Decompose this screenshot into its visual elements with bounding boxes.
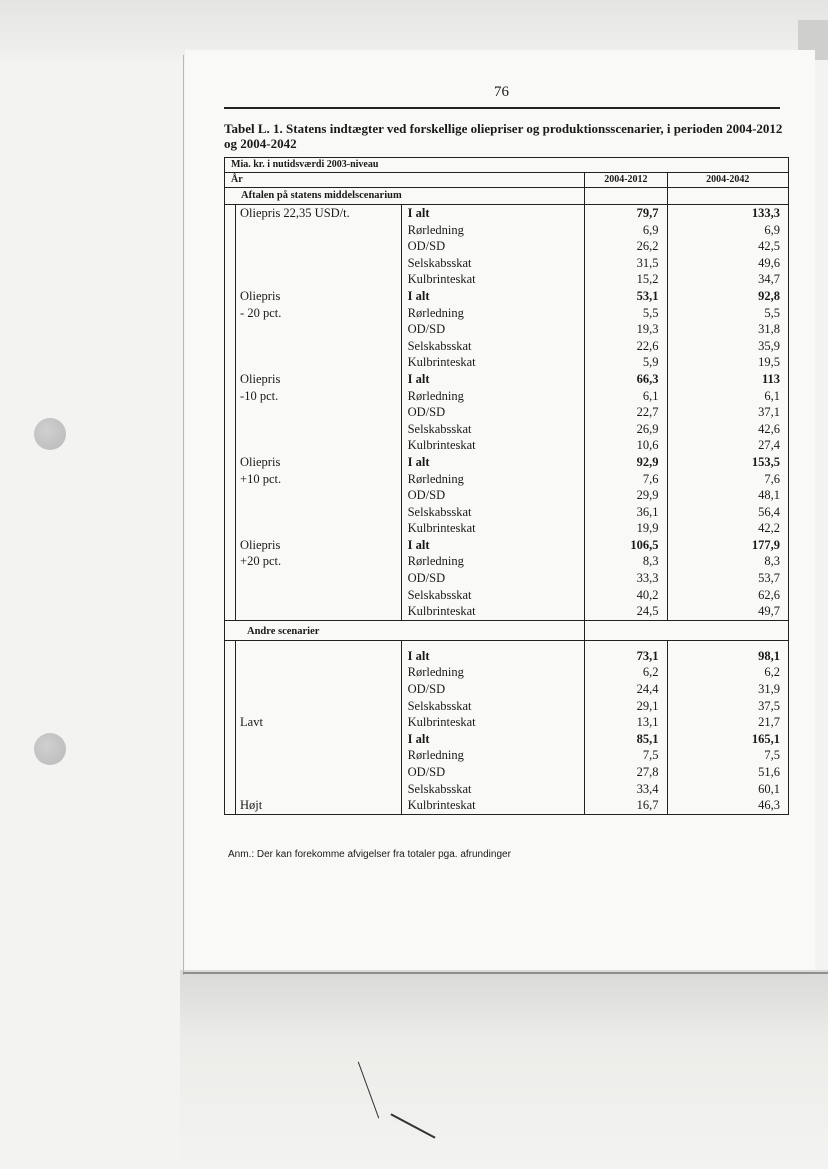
col-header-2004-2042: 2004-2042 bbox=[667, 173, 788, 188]
unit-label: Mia. kr. i nutidsværdi 2003-niveau bbox=[225, 158, 789, 173]
value-2004-2012: 19,3 bbox=[585, 321, 667, 338]
punch-hole-top bbox=[34, 418, 66, 450]
item-label: I alt bbox=[401, 205, 585, 222]
scenario-label bbox=[236, 354, 402, 371]
scenario-label bbox=[236, 437, 402, 454]
revenue-table bbox=[224, 157, 789, 815]
item-label: OD/SD bbox=[401, 681, 585, 698]
row-pad bbox=[225, 454, 236, 471]
row-pad bbox=[225, 238, 236, 255]
table-row bbox=[225, 321, 789, 338]
row-pad bbox=[225, 338, 236, 355]
value-2004-2012: 85,1 bbox=[585, 731, 667, 748]
item-label: Kulbrinteskat bbox=[401, 354, 585, 371]
item-label: Rørledning bbox=[401, 222, 585, 239]
table-row bbox=[225, 271, 789, 288]
scenario-label: Oliepris 22,35 USD/t. bbox=[236, 205, 402, 222]
scenario-label: +20 pct. bbox=[236, 553, 402, 570]
scenario-label bbox=[236, 648, 402, 665]
value-2004-2042: 35,9 bbox=[667, 338, 788, 355]
value-2004-2012: 66,3 bbox=[585, 371, 667, 388]
item-label: I alt bbox=[401, 537, 585, 554]
row-pad bbox=[225, 747, 236, 764]
value-2004-2012: 36,1 bbox=[585, 504, 667, 521]
row-pad bbox=[225, 698, 236, 715]
row-pad bbox=[225, 731, 236, 748]
value-2004-2042: 42,2 bbox=[667, 520, 788, 537]
row-pad bbox=[225, 371, 236, 388]
value-2004-2042: 31,8 bbox=[667, 321, 788, 338]
section-blank bbox=[667, 620, 788, 640]
table-row bbox=[225, 587, 789, 604]
scenario-label bbox=[236, 731, 402, 748]
table-row bbox=[225, 404, 789, 421]
item-label: Rørledning bbox=[401, 553, 585, 570]
table-row bbox=[225, 354, 789, 371]
table-row bbox=[225, 553, 789, 570]
value-2004-2012: 29,9 bbox=[585, 487, 667, 504]
page-edge-left bbox=[183, 55, 184, 975]
row-pad bbox=[225, 404, 236, 421]
value-2004-2042: 60,1 bbox=[667, 781, 788, 798]
value-2004-2042: 56,4 bbox=[667, 504, 788, 521]
table-row bbox=[225, 222, 789, 239]
value-2004-2012: 5,9 bbox=[585, 354, 667, 371]
row-pad bbox=[225, 504, 236, 521]
scenario-label bbox=[236, 504, 402, 521]
row-pad bbox=[225, 354, 236, 371]
section-title: Andre scenarier bbox=[225, 620, 585, 640]
scenario-label: +10 pct. bbox=[236, 471, 402, 488]
scenario-label bbox=[236, 747, 402, 764]
scenario-label: Oliepris bbox=[236, 537, 402, 554]
table-row bbox=[225, 504, 789, 521]
table-row bbox=[225, 421, 789, 438]
row-pad bbox=[225, 421, 236, 438]
value-2004-2042: 27,4 bbox=[667, 437, 788, 454]
value-2004-2042: 5,5 bbox=[667, 305, 788, 322]
table-row bbox=[225, 537, 789, 554]
value-2004-2042: 49,6 bbox=[667, 255, 788, 272]
year-header: År bbox=[225, 173, 585, 188]
scenario-label bbox=[236, 255, 402, 272]
row-pad bbox=[225, 305, 236, 322]
value-2004-2012: 7,6 bbox=[585, 471, 667, 488]
table-row bbox=[225, 487, 789, 504]
scenario-label bbox=[236, 222, 402, 239]
table-row bbox=[225, 205, 789, 222]
row-pad bbox=[225, 205, 236, 222]
table-row bbox=[225, 305, 789, 322]
value-2004-2012: 19,9 bbox=[585, 520, 667, 537]
scenario-label bbox=[236, 781, 402, 798]
row-pad bbox=[225, 288, 236, 305]
scenario-label bbox=[236, 421, 402, 438]
scenario-label: -10 pct. bbox=[236, 388, 402, 405]
value-2004-2012: 22,6 bbox=[585, 338, 667, 355]
scenario-label bbox=[236, 338, 402, 355]
scenario-label: Oliepris bbox=[236, 371, 402, 388]
row-pad bbox=[225, 714, 236, 731]
value-2004-2012: 92,9 bbox=[585, 454, 667, 471]
value-2004-2042: 48,1 bbox=[667, 487, 788, 504]
scenario-label bbox=[236, 271, 402, 288]
row-pad bbox=[225, 321, 236, 338]
value-2004-2012: 33,3 bbox=[585, 570, 667, 587]
scenario-label: Højt bbox=[236, 797, 402, 814]
value-2004-2042: 6,2 bbox=[667, 664, 788, 681]
value-2004-2042: 34,7 bbox=[667, 271, 788, 288]
value-2004-2012: 7,5 bbox=[585, 747, 667, 764]
row-pad bbox=[225, 271, 236, 288]
table-row bbox=[225, 681, 789, 698]
row-pad bbox=[225, 781, 236, 798]
scenario-label: Oliepris bbox=[236, 288, 402, 305]
col-header-2004-2012: 2004-2012 bbox=[585, 173, 667, 188]
row-pad bbox=[225, 487, 236, 504]
item-label: Kulbrinteskat bbox=[401, 520, 585, 537]
scenario-label bbox=[236, 487, 402, 504]
value-2004-2012: 6,2 bbox=[585, 664, 667, 681]
footnote: Anm.: Der kan forekomme afvigelser fra totaler pga. afrundinger bbox=[228, 849, 511, 860]
value-2004-2012: 6,9 bbox=[585, 222, 667, 239]
table-row bbox=[225, 648, 789, 665]
item-label: Kulbrinteskat bbox=[401, 603, 585, 620]
value-2004-2012: 79,7 bbox=[585, 205, 667, 222]
row-pad bbox=[225, 255, 236, 272]
page-edge-bottom bbox=[183, 972, 828, 974]
item-label: Rørledning bbox=[401, 305, 585, 322]
value-2004-2042: 49,7 bbox=[667, 603, 788, 620]
row-pad bbox=[225, 587, 236, 604]
table-row bbox=[225, 338, 789, 355]
value-2004-2042: 46,3 bbox=[667, 797, 788, 814]
table-row bbox=[225, 454, 789, 471]
value-2004-2042: 42,5 bbox=[667, 238, 788, 255]
row-pad bbox=[236, 640, 402, 648]
row-pad bbox=[225, 681, 236, 698]
value-2004-2012: 16,7 bbox=[585, 797, 667, 814]
item-label: Rørledning bbox=[401, 388, 585, 405]
table-row bbox=[225, 471, 789, 488]
page-number: 76 bbox=[494, 84, 509, 100]
row-pad bbox=[585, 640, 667, 648]
value-2004-2012: 40,2 bbox=[585, 587, 667, 604]
value-2004-2042: 165,1 bbox=[667, 731, 788, 748]
scenario-label bbox=[236, 698, 402, 715]
row-pad bbox=[225, 471, 236, 488]
value-2004-2042: 113 bbox=[667, 371, 788, 388]
value-2004-2012: 5,5 bbox=[585, 305, 667, 322]
value-2004-2042: 19,5 bbox=[667, 354, 788, 371]
value-2004-2012: 22,7 bbox=[585, 404, 667, 421]
value-2004-2042: 8,3 bbox=[667, 553, 788, 570]
value-2004-2012: 6,1 bbox=[585, 388, 667, 405]
item-label: Kulbrinteskat bbox=[401, 797, 585, 814]
table-row bbox=[225, 731, 789, 748]
table-row bbox=[225, 603, 789, 620]
value-2004-2012: 73,1 bbox=[585, 648, 667, 665]
value-2004-2012: 31,5 bbox=[585, 255, 667, 272]
item-label: I alt bbox=[401, 648, 585, 665]
item-label: Rørledning bbox=[401, 747, 585, 764]
item-label: OD/SD bbox=[401, 238, 585, 255]
row-pad bbox=[225, 797, 236, 814]
row-pad bbox=[401, 640, 585, 648]
value-2004-2042: 21,7 bbox=[667, 714, 788, 731]
scenario-label bbox=[236, 238, 402, 255]
item-label: Kulbrinteskat bbox=[401, 437, 585, 454]
value-2004-2012: 15,2 bbox=[585, 271, 667, 288]
value-2004-2012: 24,5 bbox=[585, 603, 667, 620]
table-row bbox=[225, 238, 789, 255]
item-label: OD/SD bbox=[401, 764, 585, 781]
item-label: Rørledning bbox=[401, 664, 585, 681]
value-2004-2012: 53,1 bbox=[585, 288, 667, 305]
item-label: I alt bbox=[401, 731, 585, 748]
value-2004-2042: 37,1 bbox=[667, 404, 788, 421]
item-label: OD/SD bbox=[401, 570, 585, 587]
scenario-label bbox=[236, 570, 402, 587]
value-2004-2042: 53,7 bbox=[667, 570, 788, 587]
section-blank bbox=[585, 620, 667, 640]
row-pad bbox=[225, 664, 236, 681]
scan-shadow-bottom bbox=[180, 970, 828, 1169]
table-row bbox=[225, 371, 789, 388]
value-2004-2012: 24,4 bbox=[585, 681, 667, 698]
row-pad bbox=[667, 640, 788, 648]
item-label: Selskabsskat bbox=[401, 504, 585, 521]
item-label: I alt bbox=[401, 454, 585, 471]
row-pad bbox=[225, 648, 236, 665]
scenario-label bbox=[236, 321, 402, 338]
item-label: OD/SD bbox=[401, 404, 585, 421]
value-2004-2012: 8,3 bbox=[585, 553, 667, 570]
row-pad bbox=[225, 520, 236, 537]
scenario-label bbox=[236, 664, 402, 681]
table-row bbox=[225, 664, 789, 681]
value-2004-2042: 133,3 bbox=[667, 205, 788, 222]
scenario-label: Oliepris bbox=[236, 454, 402, 471]
scenario-label bbox=[236, 404, 402, 421]
table-row bbox=[225, 714, 789, 731]
section-title: Aftalen på statens middelscenarium bbox=[225, 188, 585, 205]
item-label: Kulbrinteskat bbox=[401, 271, 585, 288]
value-2004-2012: 29,1 bbox=[585, 698, 667, 715]
item-label: Selskabsskat bbox=[401, 255, 585, 272]
row-pad bbox=[225, 764, 236, 781]
value-2004-2042: 92,8 bbox=[667, 288, 788, 305]
row-pad bbox=[225, 537, 236, 554]
value-2004-2042: 153,5 bbox=[667, 454, 788, 471]
value-2004-2042: 62,6 bbox=[667, 587, 788, 604]
scenario-label bbox=[236, 603, 402, 620]
item-label: OD/SD bbox=[401, 487, 585, 504]
table-row bbox=[225, 570, 789, 587]
row-pad bbox=[225, 570, 236, 587]
value-2004-2012: 26,9 bbox=[585, 421, 667, 438]
value-2004-2012: 10,6 bbox=[585, 437, 667, 454]
value-2004-2012: 33,4 bbox=[585, 781, 667, 798]
table-row bbox=[225, 698, 789, 715]
value-2004-2012: 26,2 bbox=[585, 238, 667, 255]
row-pad bbox=[225, 553, 236, 570]
table-title: Tabel L. 1. Statens indtægter ved forskellige oliepriser og produktionsscenarier, i perioden 2004-2012 og 2004-2042 bbox=[224, 121, 783, 151]
item-label: Selskabsskat bbox=[401, 421, 585, 438]
value-2004-2012: 13,1 bbox=[585, 714, 667, 731]
value-2004-2042: 51,6 bbox=[667, 764, 788, 781]
item-label: Kulbrinteskat bbox=[401, 714, 585, 731]
value-2004-2042: 7,6 bbox=[667, 471, 788, 488]
table-row bbox=[225, 288, 789, 305]
row-pad bbox=[225, 388, 236, 405]
table-row bbox=[225, 437, 789, 454]
value-2004-2012: 27,8 bbox=[585, 764, 667, 781]
scenario-label bbox=[236, 520, 402, 537]
item-label: I alt bbox=[401, 371, 585, 388]
table-row bbox=[225, 255, 789, 272]
table-row bbox=[225, 747, 789, 764]
table-row bbox=[225, 781, 789, 798]
header-rule bbox=[224, 107, 780, 109]
value-2004-2042: 6,1 bbox=[667, 388, 788, 405]
row-pad bbox=[225, 222, 236, 239]
value-2004-2042: 7,5 bbox=[667, 747, 788, 764]
scenario-label: Lavt bbox=[236, 714, 402, 731]
item-label: OD/SD bbox=[401, 321, 585, 338]
value-2004-2042: 42,6 bbox=[667, 421, 788, 438]
row-pad bbox=[225, 437, 236, 454]
value-2004-2042: 177,9 bbox=[667, 537, 788, 554]
punch-hole-bottom bbox=[34, 733, 66, 765]
item-label: Rørledning bbox=[401, 471, 585, 488]
table-row bbox=[225, 388, 789, 405]
value-2004-2042: 98,1 bbox=[667, 648, 788, 665]
item-label: Selskabsskat bbox=[401, 781, 585, 798]
scenario-label bbox=[236, 587, 402, 604]
item-label: Selskabsskat bbox=[401, 698, 585, 715]
value-2004-2042: 6,9 bbox=[667, 222, 788, 239]
scenario-label bbox=[236, 764, 402, 781]
value-2004-2042: 37,5 bbox=[667, 698, 788, 715]
item-label: I alt bbox=[401, 288, 585, 305]
item-label: Selskabsskat bbox=[401, 587, 585, 604]
item-label: Selskabsskat bbox=[401, 338, 585, 355]
row-pad bbox=[225, 640, 236, 648]
scenario-label bbox=[236, 681, 402, 698]
table-row bbox=[225, 764, 789, 781]
row-pad bbox=[225, 603, 236, 620]
scenario-label: - 20 pct. bbox=[236, 305, 402, 322]
value-2004-2012: 106,5 bbox=[585, 537, 667, 554]
value-2004-2042: 31,9 bbox=[667, 681, 788, 698]
table-row bbox=[225, 520, 789, 537]
table-row bbox=[225, 797, 789, 814]
